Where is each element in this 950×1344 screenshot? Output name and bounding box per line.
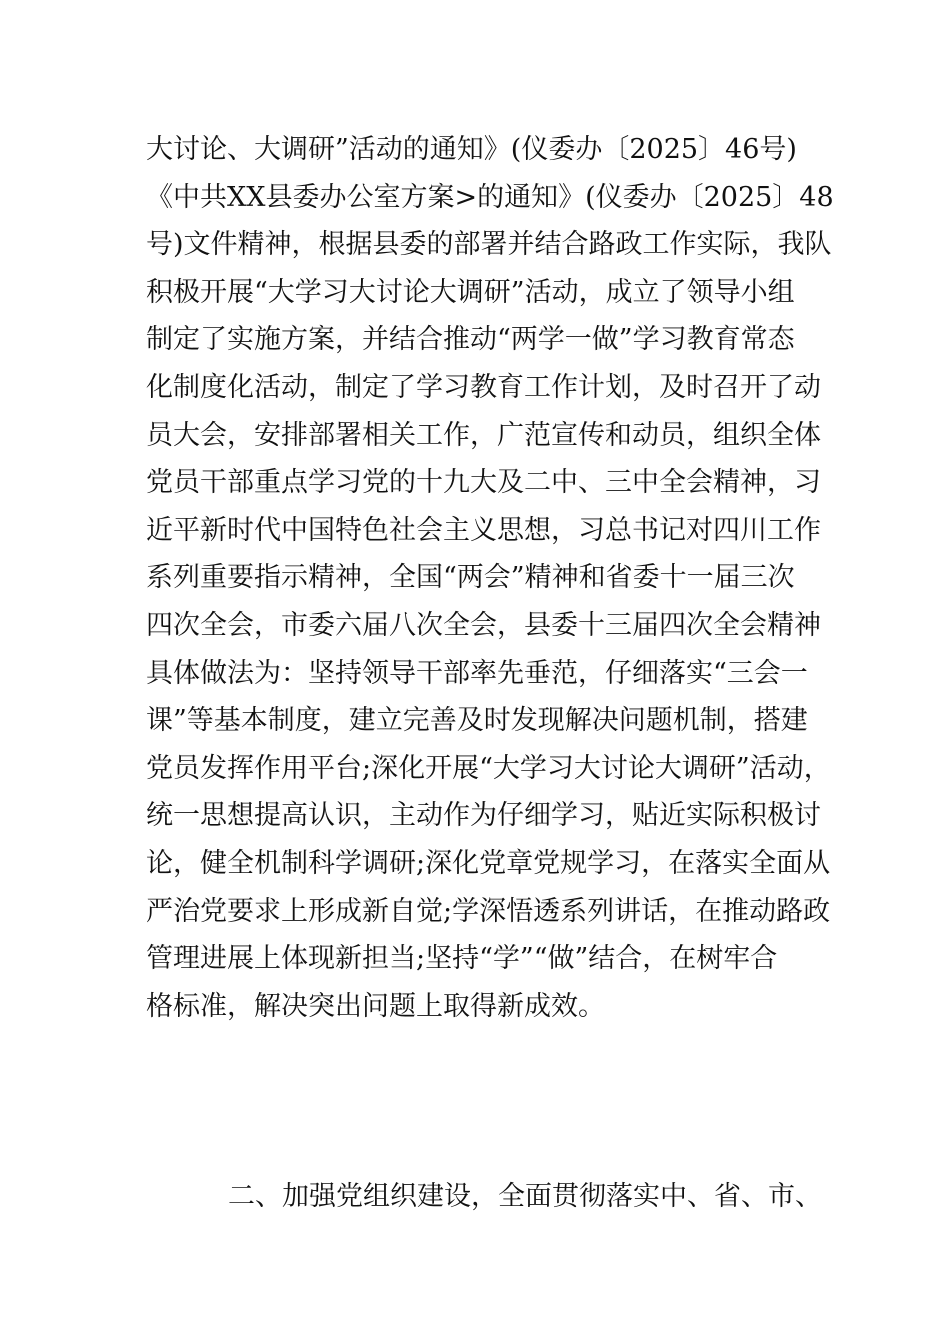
section-heading: 二、加强党组织建设，全面贯彻落实中、省、市、 [228,1181,822,1212]
paragraph-line: 具体做法为：坚持领导干部率先垂范，仔细落实“三会一 [146,657,808,689]
paragraph-line: 格标准，解决突出问题上取得新成效。 [146,990,605,1022]
paragraph-line: 党员干部重点学习党的十九大及二中、三中全会精神，习 [146,467,821,499]
paragraph-line: 管理进展上体现新担当;坚持“学”“做”结合，在树牢合 [146,943,778,975]
paragraph-line: 论，健全机制科学调研;深化党章党规学习，在落实全面从 [146,847,831,879]
paragraph-line: 制定了实施方案，并结合推动“两学一做”学习教育常态 [146,324,795,356]
paragraph-line: 统一思想提高认识，主动作为仔细学习，贴近实际积极讨 [146,800,821,832]
paragraph-line: 四次全会，市委六届八次全会，县委十三届四次全会精神 [146,609,821,641]
paragraph-line: 严治党要求上形成新自觉;学深悟透系列讲话，在推动路政 [146,895,831,927]
body-paragraph [146,126,834,1030]
paragraph-line: 员大会，安排部署相关工作，广范宣传和动员，组织全体 [146,419,821,451]
paragraph-line: 《中共XX县委办公室方案>的通知》(仪委办〔2025〕48 [146,181,834,213]
paragraph-line: 化制度化活动，制定了学习教育工作计划，及时召开了动 [146,371,821,403]
paragraph-line: 大讨论、大调研”活动的通知》(仪委办〔2025〕46号) [146,134,797,165]
paragraph-line: 课”等基本制度，建立完善及时发现解决问题机制，搭建 [146,705,808,737]
paragraph-line: 号)文件精神，根据县委的部署并结合路政工作实际，我队 [146,229,832,261]
paragraph-line: 党员发挥作用平台;深化开展“大学习大讨论大调研”活动， [146,752,831,784]
paragraph-line: 积极开展“大学习大讨论大调研”活动，成立了领导小组 [146,276,795,308]
paragraph-line: 近平新时代中国特色社会主义思想，习总书记对四川工作 [146,514,821,546]
paragraph-line: 系列重要指示精神，全国“两会”精神和省委十一届三次 [146,562,795,594]
